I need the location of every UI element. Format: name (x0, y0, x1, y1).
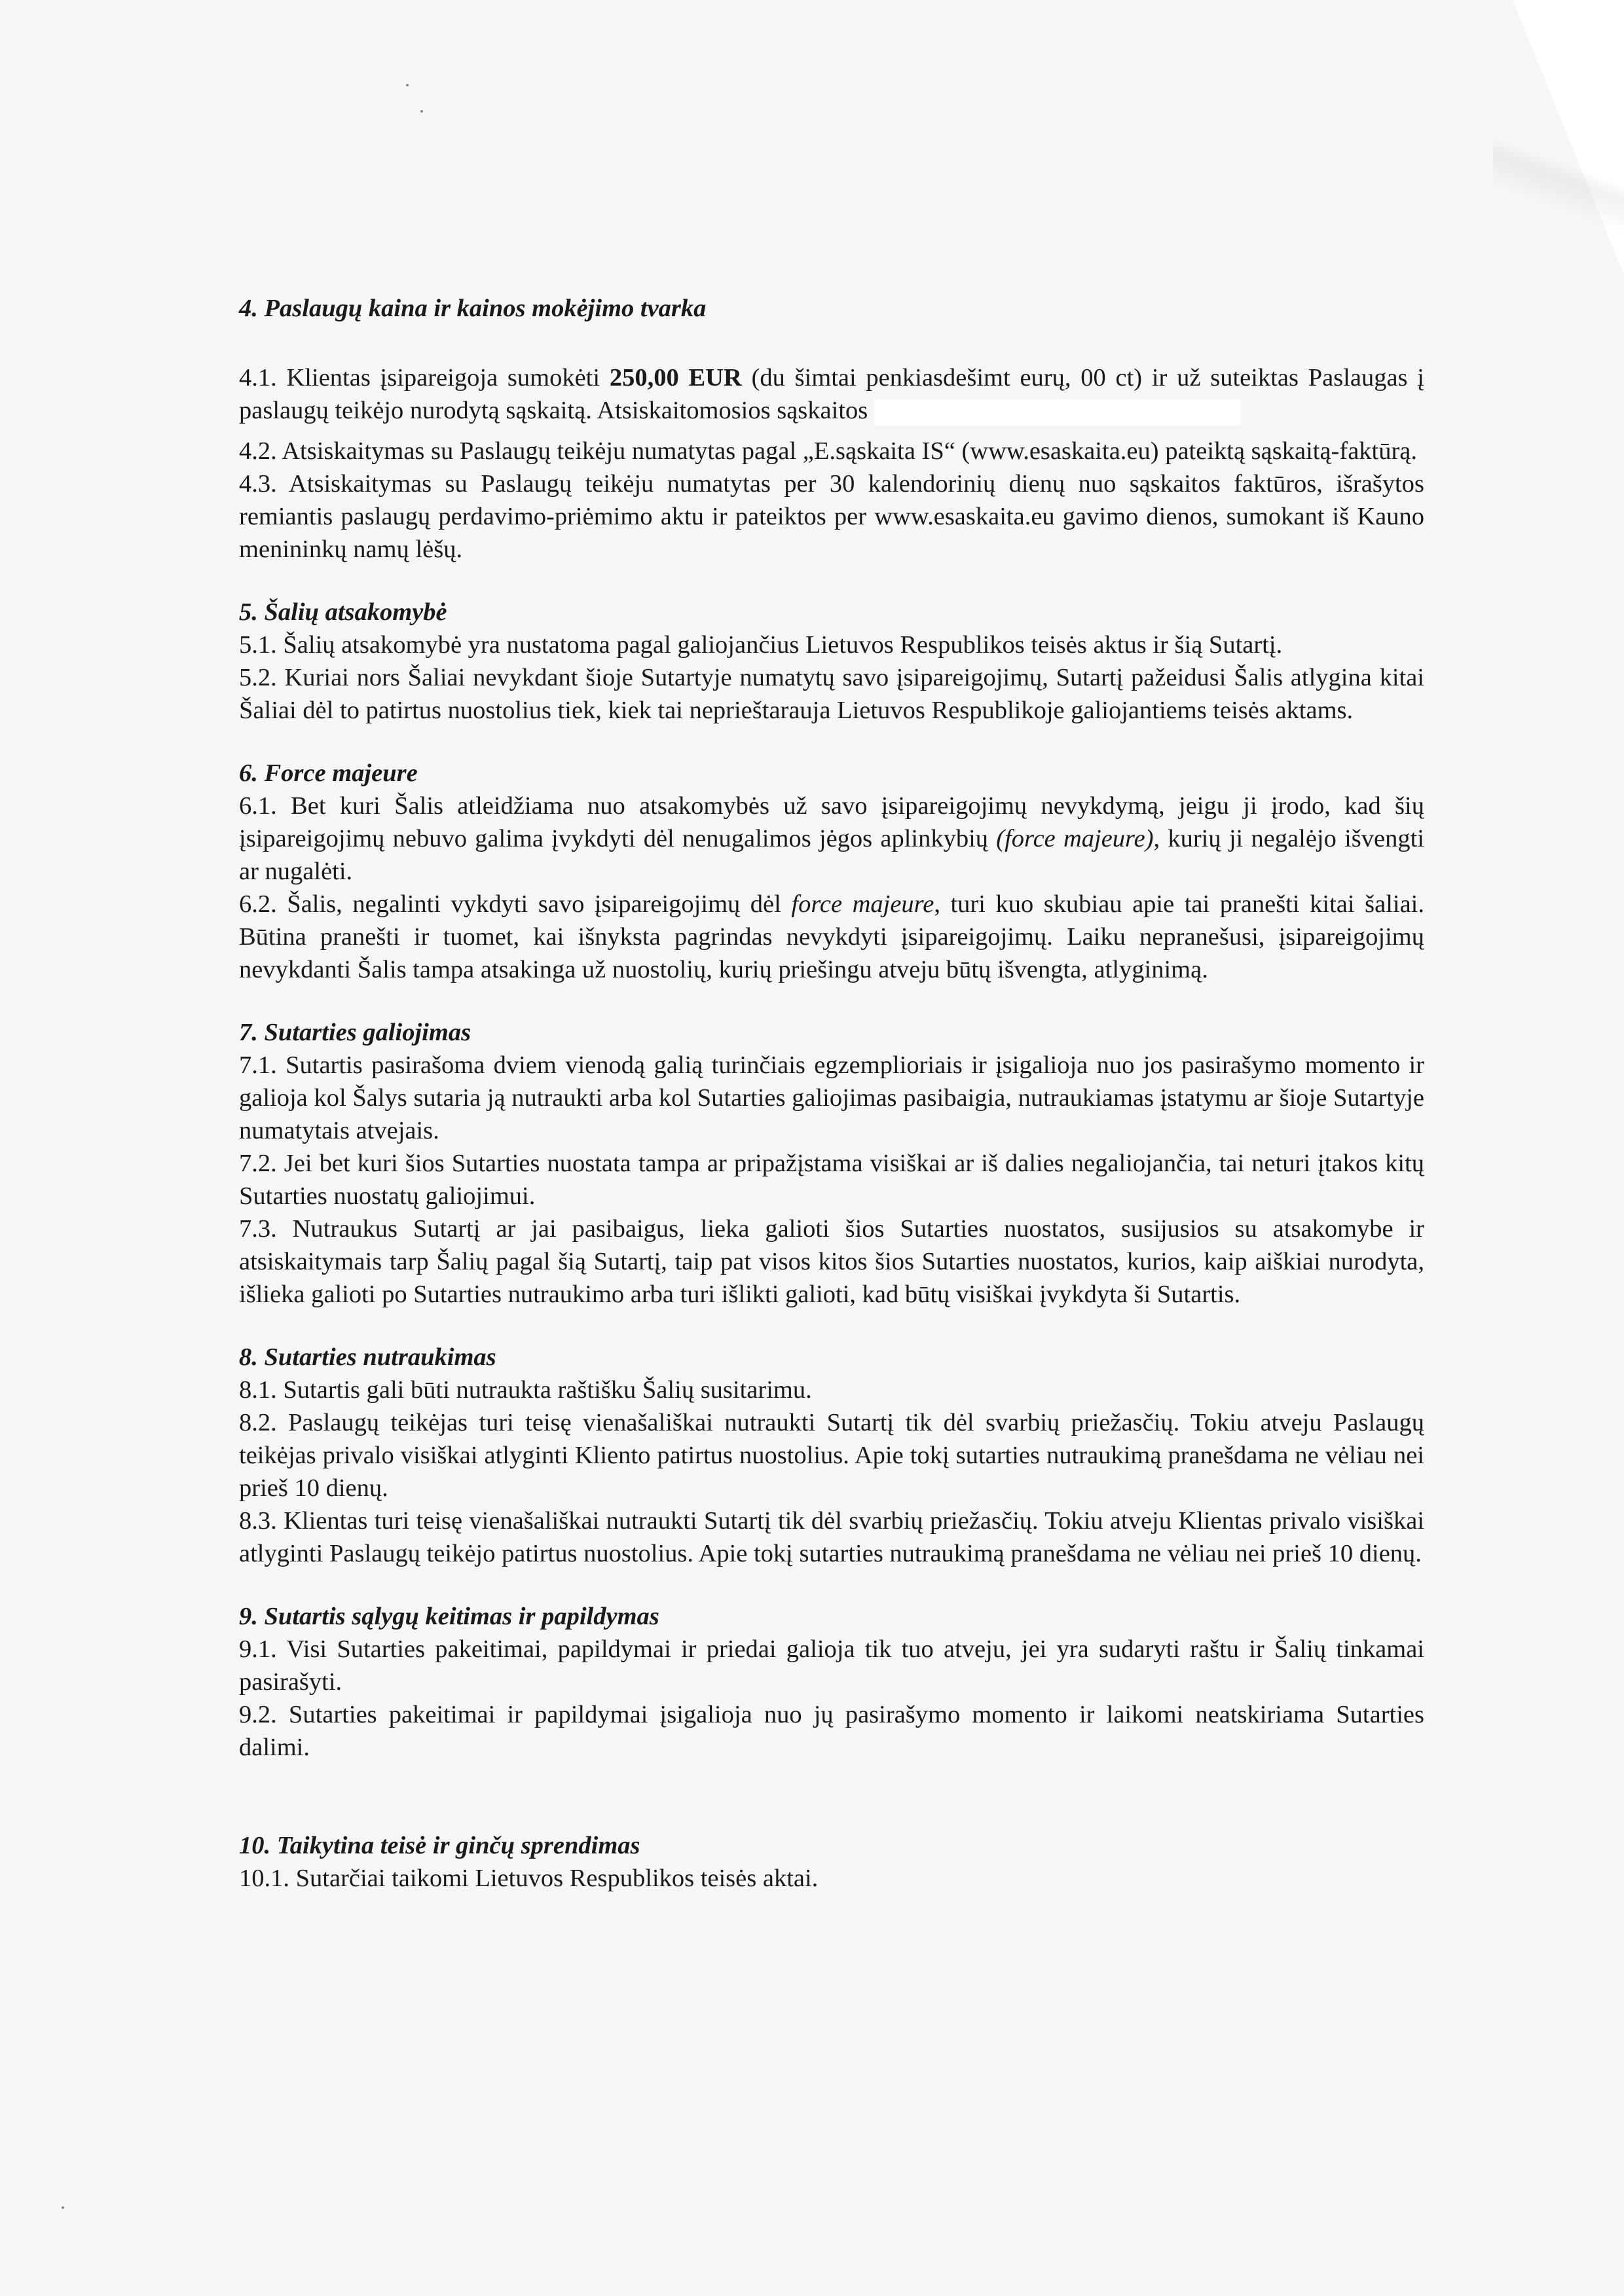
clause-7-3: 7.3. Nutraukus Sutartį ar jai pasibaigus, lieka galioti šios Sutarties nuostatos, susijusios su atsakomybe ir atsiskaitymais tarp Šalių pagal šią Sutartį, taip pat visos kitos šios Sutarties nuostatos, kurios, kaip aiškiai nurodyta, išlieka galioti po Sutarties nutraukimo arba turi išlikti galioti, kad būtų visiškai įvykdyta ši Sutartis. (239, 1215, 1424, 1308)
section-price-payment (239, 292, 1424, 566)
clause-10-1: 10.1. Sutarčiai taikomi Lietuvos Respublikos teisės aktai. (239, 1865, 819, 1892)
section-heading: 7. Sutarties galiojimas (239, 1019, 471, 1046)
section-termination (239, 1341, 1424, 1570)
scan-speck (62, 2206, 64, 2209)
section-force-majeure (239, 757, 1424, 986)
clause-7-2: 7.2. Jei bet kuri šios Sutarties nuostata tampa ar pripažįstama visiškai ar iš dalies negaliojančia, tai neturi įtakos kitų Sutarties nuostatų galiojimui. (239, 1150, 1424, 1210)
scan-speck (420, 110, 423, 113)
section-heading: 4. Paslaugų kaina ir kainos mokėjimo tvarka (239, 295, 707, 322)
clause-8-2: 8.2. Paslaugų teikėjas turi teisę vienašališkai nutraukti Sutartį tik dėl svarbių priežasčių. Tokiu atveju Paslaugų teikėjas privalo visiškai atlyginti Kliento patirtus nuostolius. Apie tokį sutarties nutraukimą pranešdama ne vėliau nei prieš 10 dienų. (239, 1409, 1424, 1502)
clause-4-1: 4.1. Klientas įsipareigoja sumokėti 250,00 EUR (du šimtai penkiasdešimt eurų, 00 ct) ir už suteiktas Paslaugas į paslaugų teikėjo nurodytą sąskaitą. Atsiskaitomosios sąskaitos (239, 361, 1424, 427)
document-body (239, 292, 1424, 1895)
section-liability (239, 596, 1424, 727)
section-validity (239, 1016, 1424, 1311)
clause-4-2: 4.2. Atsiskaitymas su Paslaugų teikėju numatytas pagal „E.sąskaita IS“ (www.esaskaita.eu) pateiktą sąskaitą-faktūrą. (239, 437, 1418, 465)
clause-5-2: 5.2. Kuriai nors Šaliai nevykdant šioje Sutartyje numatytų savo įsipareigojimų, Sutartį pažeidusi Šalis atlygina kitai Šaliai dėl to patirtus nuostolius tiek, kiek tai neprieštarauja Lietuvos Respublikoje galiojantiems teisės aktams. (239, 664, 1424, 724)
clause-8-1: 8.1. Sutartis gali būti nutraukta raštišku Šalių susitarimu. (239, 1376, 812, 1404)
redacted-account (874, 399, 1241, 426)
clause-9-1: 9.1. Visi Sutarties pakeitimai, papildymai ir priedai galioja tik tuo atveju, jei yra sudaryti raštu ir Šalių tinkamai pasirašyti. (239, 1635, 1424, 1696)
clause-6-1: 6.1. Bet kuri Šalis atleidžiama nuo atsakomybės už savo įsipareigojimų nevykdymą, jeigu ji įrodo, kad šių įsipareigojimų nebuvo galima įvykdyti dėl nenugalimos jėgos aplinkybių (force majeure), kurių ji negalėjo išvengti ar nugalėti. (239, 792, 1424, 885)
section-heading: 6. Force majeure (239, 759, 418, 787)
section-heading: 5. Šalių atsakomybė (239, 598, 447, 626)
clause-5-1: 5.1. Šalių atsakomybė yra nustatoma pagal galiojančius Lietuvos Respublikos teisės aktus ir šią Sutartį. (239, 631, 1283, 659)
clause-7-1: 7.1. Sutartis pasirašoma dviem vienodą galią turinčiais egzemplioriais ir įsigalioja nuo jos pasirašymo momento ir galioja kol Šalys sutaria ją nutraukti arba kol Sutarties galiojimas pasibaigia, nutraukiamas įstatymu ar šioje Sutartyje numatytais atvejais. (239, 1051, 1424, 1144)
clause-9-2: 9.2. Sutarties pakeitimai ir papildymai įsigalioja nuo jų pasirašymo momento ir laikomi neatskiriama Sutarties dalimi. (239, 1701, 1424, 1761)
scan-speck (406, 84, 409, 86)
section-heading: 9. Sutartis sąlygų keitimas ir papildymas (239, 1603, 659, 1630)
section-applicable-law (239, 1829, 1424, 1895)
section-amendments (239, 1600, 1424, 1764)
amount: 250,00 EUR (609, 364, 742, 392)
clause-8-3: 8.3. Klientas turi teisę vienašališkai nutraukti Sutartį tik dėl svarbių priežasčių. Tokiu atveju Klientas privalo visiškai atlyginti Paslaugų teikėjo patirtus nuostolius. Apie tokį sutarties nutraukimą pranešdama ne vėliau nei prieš 10 dienų. (239, 1507, 1424, 1567)
clause-6-2: 6.2. Šalis, negalinti vykdyti savo įsipareigojimų dėl force majeure, turi kuo skubiau apie tai pranešti kitai šaliai. Būtina pranešti ir tuomet, kai išnyksta pagrindas nevykdyti įsipareigojimų. Laiku nepranešusi, įsipareigojimų nevykdanti Šalis tampa atsakinga už nuostolių, kurių priešingu atveju būtų išvengta, atlyginimą. (239, 890, 1424, 983)
clause-4-3: 4.3. Atsiskaitymas su Paslaugų teikėju numatytas per 30 kalendorinių dienų nuo sąskaitos faktūros, išrašytos remiantis paslaugų perdavimo-priėmimo aktu ir pateiktos per www.esaskaita.eu gavimo dienos, sumokant iš Kauno menininkų namų lėšų. (239, 470, 1424, 563)
section-heading: 8. Sutarties nutraukimas (239, 1343, 496, 1371)
section-heading: 10. Taikytina teisė ir ginčų sprendimas (239, 1832, 640, 1859)
